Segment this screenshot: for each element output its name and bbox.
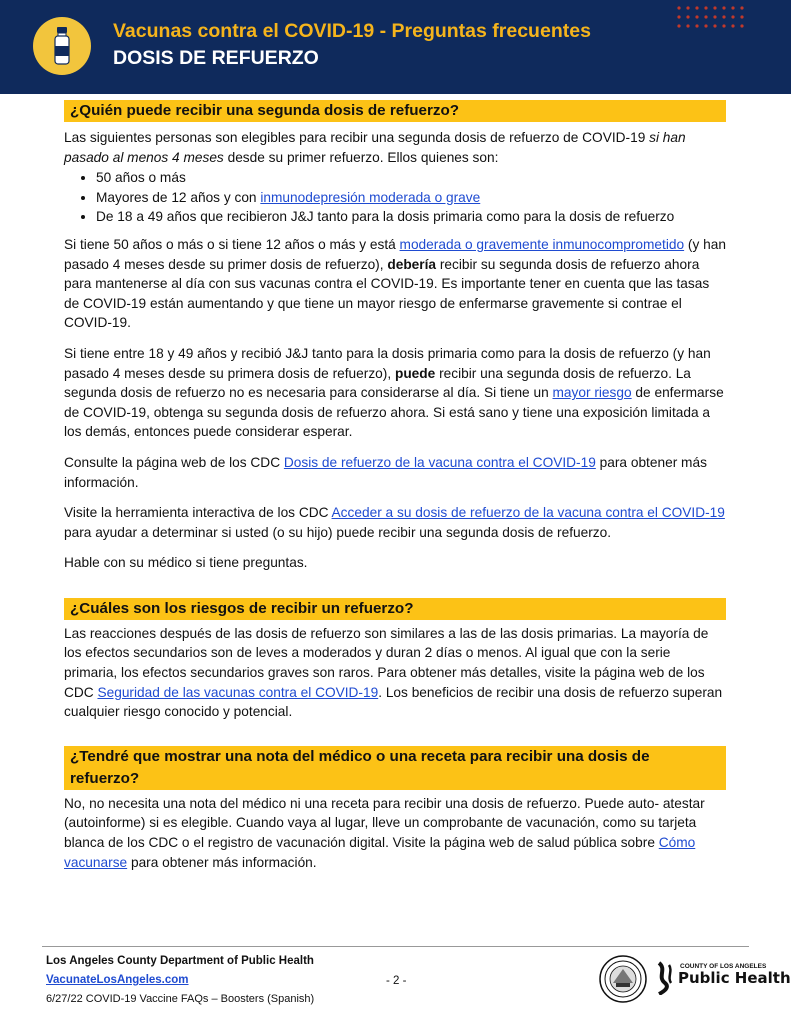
text: Las reacciones después de las dosis de refuerzo son similares a las de las dosis primarias. La mayoría de los efectos secundarios son de leves a moderados y duran 2 días o menos. Al igual que con la serie primaria, los efectos secundarios graves son raros. Para obtener más detalles, visite la página web de los CDC [64, 625, 709, 700]
header-band [0, 0, 791, 94]
link-immunodepression[interactable]: inmunodepresión moderada o grave [260, 189, 481, 205]
text: recibir su segunda dosis de refuerzo ahora para mantenerse al día con sus vacunas contra el COVID-19. Es importante tener en cuenta que las tasas de COVID-19 están aumentando y que tiene un mayor riesgo de enfermarse gravemente si contrae el COVID-19. [64, 256, 710, 331]
text: . Los beneficios de recibir una dosis de refuerzo superan cualquier riesgo conocido y potencial. [64, 684, 723, 720]
text: 50 años o más [96, 170, 186, 186]
section-heading: ¿Cuáles son los riesgos de recibir un refuerzo? [64, 598, 726, 620]
ph-logo-big-text: Public Health [678, 969, 791, 987]
paragraph [64, 453, 726, 492]
section-risks [64, 598, 726, 722]
vaccine-vial-icon [54, 27, 70, 65]
section-doctor-note [64, 746, 726, 872]
link-immunocompromised[interactable]: moderada o gravemente inmunocomprometido [399, 236, 685, 252]
section-eligibility [64, 100, 726, 573]
paragraph [64, 235, 726, 333]
link-higher-risk[interactable]: mayor riesgo [552, 385, 632, 401]
list-item [96, 188, 726, 208]
page-number: - 2 - [386, 975, 407, 987]
text: De 18 a 49 años que recibieron J&J tanto para la dosis primaria como para la dosis de refuerzo [96, 209, 675, 225]
text: de enfermarse de COVID-19, obtenga su segunda dosis de refuerzo ahora. Si está sano y tiene una exposición limitada a los demás, entonces puede considerar esperar. [64, 385, 724, 440]
paragraph [64, 344, 726, 442]
link-how-to-vaccinate[interactable]: Cómo vacunarse [64, 835, 696, 870]
text: Visite la herramienta interactiva de los CDC [64, 505, 332, 521]
text: (y han pasado 4 meses desde su primer dosis de refuerzo), [64, 236, 726, 272]
bold-text: puede [394, 365, 436, 381]
decorative-dots-icon [675, 4, 747, 30]
main-content [64, 100, 726, 883]
text: Si tiene entre 18 y 49 años y recibió J&J tanto para la dosis primaria como para la dosis de refuerzo (y han pasado 4 meses desde su primera dosis de refuerzo), [64, 345, 711, 381]
page-subtitle: DOSIS DE REFUERZO [113, 47, 319, 69]
paragraph [64, 794, 726, 872]
footer-org: Los Angeles County Department of Public Health [46, 955, 314, 967]
vaccine-logo [33, 17, 91, 75]
paragraph [64, 624, 726, 722]
text: Si tiene 50 años o más o si tiene 12 años o más y está [64, 236, 400, 252]
text: Mayores de 12 años y con [96, 189, 261, 205]
emphasis-text: si han pasado al menos 4 meses [64, 130, 686, 165]
text: desde su primer refuerzo. Ellos quienes son: [223, 149, 499, 165]
list-item [96, 207, 726, 227]
link-vaccine-safety[interactable]: Seguridad de las vacunas contra el COVID-19 [97, 684, 379, 700]
paragraph [64, 503, 726, 542]
paragraph: Hable con su médico si tiene preguntas. [64, 555, 308, 571]
text: No, no necesita una nota del médico ni una receta para recibir una dosis de refuerzo. Puede auto- atestar (autoinforme) si es elegible. Cuando vaya al lugar, lleve un comprobante de vacunación, como su tarjeta blanca de los CDC o el registro de vacunación digital. Visite la página web de salud pública sobre [64, 795, 705, 851]
bold-text: debería [387, 256, 437, 272]
ph-logo-small-text: COUNTY OF LOS ANGELES [680, 963, 767, 970]
list-item [96, 168, 726, 188]
footer-divider [42, 946, 749, 947]
text: para ayudar a determinar si usted (o su hijo) puede recibir una segunda dosis de refuerzo. [64, 524, 612, 540]
eligibility-list [64, 168, 726, 227]
footer-date-line: 6/27/22 COVID-19 Vaccine FAQs – Boosters (Spanish) [46, 993, 315, 1005]
text: Las siguientes personas son elegibles para recibir una segunda dosis de refuerzo de COVID-19 [64, 130, 650, 145]
page-title: Vacunas contra el COVID-19 - Preguntas frecuentes [113, 20, 591, 42]
section-heading: ¿Quién puede recibir una segunda dosis de refuerzo? [64, 100, 726, 122]
text: para obtener más información. [64, 454, 707, 490]
text: Consulte la página web de los CDC [64, 454, 284, 470]
section-heading: ¿Tendré que mostrar una nota del médico o una receta para recibir una dosis de refuerzo? [64, 746, 726, 790]
link-booster-tool[interactable]: Acceder a su dosis de refuerzo de la vacuna contra el COVID-19 [331, 505, 725, 521]
text: recibir una segunda dosis de refuerzo. La segunda dosis de refuerzo no es necesaria para considerarse al día. Si tiene un [64, 365, 691, 401]
text: para obtener más información. [127, 854, 317, 870]
footer-url-link[interactable]: VacunateLosAngeles.com [46, 974, 189, 986]
link-booster-doses[interactable]: Dosis de refuerzo de la vacuna contra el COVID-19 [283, 454, 596, 470]
paragraph [64, 128, 726, 167]
public-health-mark-icon [655, 961, 675, 995]
county-seal-icon [599, 955, 647, 1003]
